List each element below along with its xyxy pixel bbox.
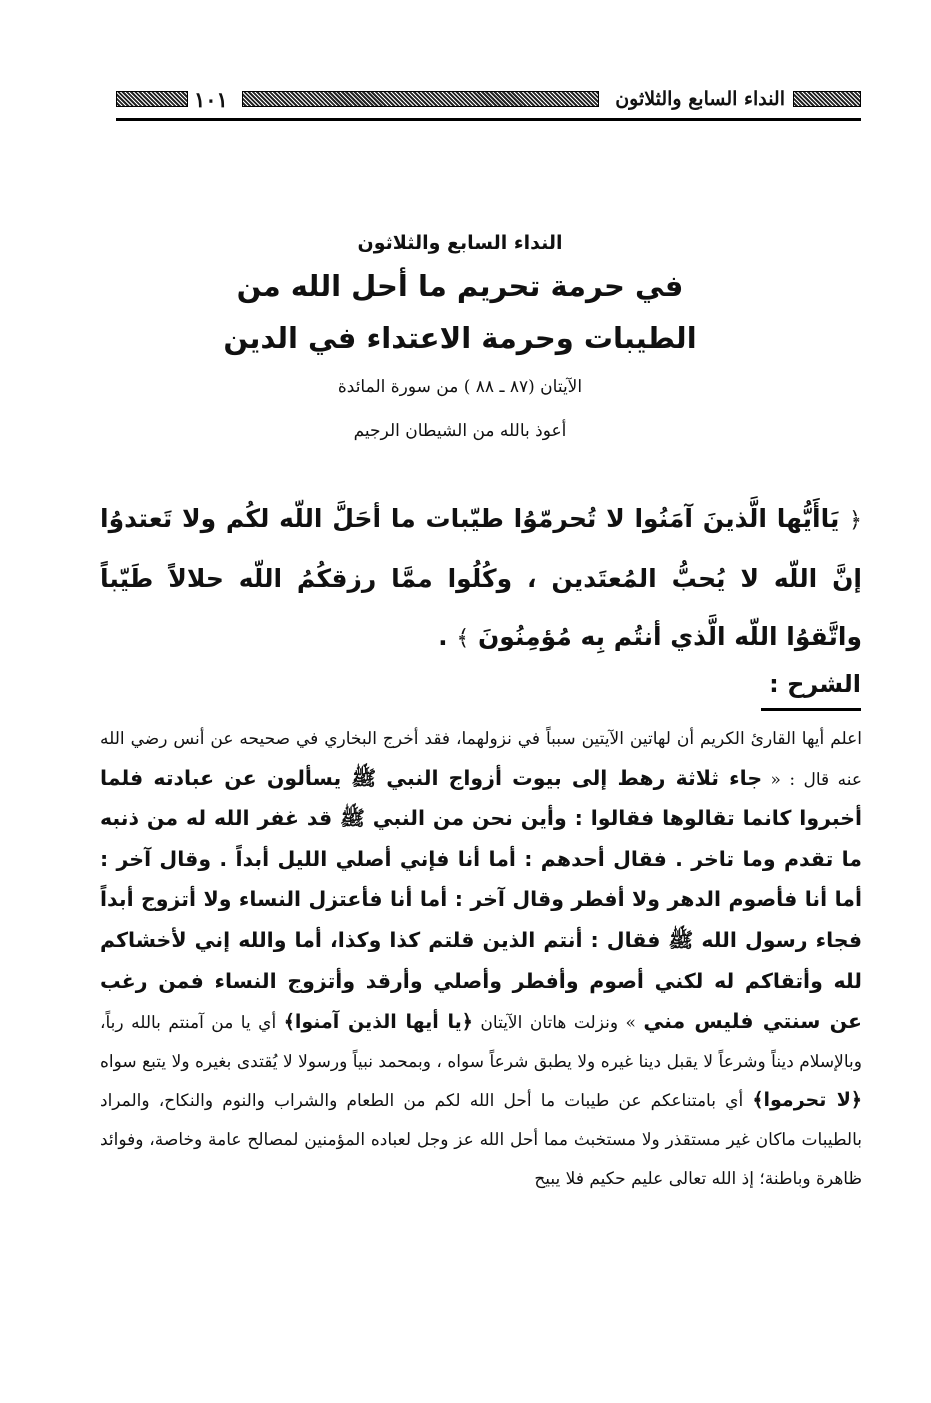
istiadha: أعوذ بالله من الشيطان الرجيم — [353, 421, 567, 441]
quran-verse — [100, 490, 862, 668]
header-row — [116, 84, 861, 114]
verse-end-mark: . — [438, 622, 448, 651]
explanation-after-hadith: » ونزلت هاتان الآيتان — [480, 1013, 636, 1034]
chapter-title-line-2: الطيبات وحرمة الاعتداء في الدين — [223, 321, 697, 355]
header-ornament-middle — [242, 91, 599, 107]
header-rule — [116, 118, 861, 121]
page-number: ١٠١ — [194, 86, 228, 112]
chapter-title-line-1: في حرمة تحريم ما أحل الله من — [236, 269, 684, 303]
verse-reference: الآيتان (٨٧ ـ ٨٨ ) من سورة المائدة — [337, 377, 583, 397]
verse-quote-2: ﴿لا تحرموا﴾ — [752, 1089, 863, 1112]
running-header — [116, 78, 861, 122]
explanation-paragraph — [100, 720, 862, 1198]
chapter-label: النداء السابع والثلاثون — [357, 232, 563, 254]
verse-text: يَاأَيُّها الَّذينَ آمَنُوا لا تُحرمّوُا طيّبات ما أحَلَّ اللّه لكُم ولا تَعتدوُا إنَّ اللّه لا يُحبُّ المُعتَدين ، وكُلُوا ممَّا رزقكُمُ اللّه حلالاً طَيّباً واتَّقوُا اللّه الَّذي أنتُم بِه مُؤمِنُونَ — [100, 504, 862, 651]
verse-close-bracket: ﴾ — [456, 626, 470, 651]
explanation-text-1: أي يا من آمنتم بالله رباً، وبالإسلام ديناً وشرعاً لا يقبل دينا غيره ولا يطبق شرعاً سواه ، وبمحمد نبياً ورسولا لا يُقتدى بغيره ولا يتبع سواه — [100, 1013, 862, 1072]
explanation-text-2: أي بامتناعكم عن طيبات ما أحل الله لكم من الطعام والشراب والنوم والنكاح، والمراد بالطيبات ماكان غير مستقذر ولا مستخبث مما أحل الله عز وجل لعباده المؤمنين لمصالح عامة وخاصة، وفوائد ظاهرة وباطنة؛ إذ الله تعالى عليم حكيم فلا يبيح — [100, 1091, 862, 1189]
chapter-heading — [160, 226, 760, 446]
hadith-text: جاء ثلاثة رهط إلى بيوت أزواج النبي ﷺ يسألون عن عبادته فلما أخبروا كانما تقالوها فقالوا : وأين نحن من النبي ﷺ قد غفر الله له من ذنبه ما تقدم وما تاخر . فقال أحدهم : أما أنا فإني أصلي الليل أبداً . وقال آخر : أما أنا فأصوم الدهر ولا أفطر وقال آخر : أما أنا فأعتزل النساء ولا أتزوج أبداً فجاء رسول الله ﷺ فقال : أنتم الذين قلتم كذا وكذا، أما والله إني لأخشاكم لله وأتقاكم له لكني أصوم وأفطر وأصلي وأرقد وأتزوج النساء فمن رغب عن سنتي فليس مني — [100, 765, 863, 1034]
verse-open-bracket: ﴿ — [849, 508, 862, 533]
sharh-heading: الشرح : — [761, 664, 861, 711]
header-ornament-right — [793, 91, 861, 107]
explanation-intro: اعلم أيها القارئ الكريم أن لهاتين الآيتين سبباً في نزولهما، فقد أخرج البخاري في صحيحه عن أنس رضي الله عنه قال : « — [100, 729, 863, 790]
header-ornament-left — [116, 91, 188, 107]
header-title: النداء السابع والثلاثون — [615, 88, 785, 110]
verse-quote-1: ﴿يا أيها الذين آمنوا﴾ — [283, 1011, 473, 1034]
